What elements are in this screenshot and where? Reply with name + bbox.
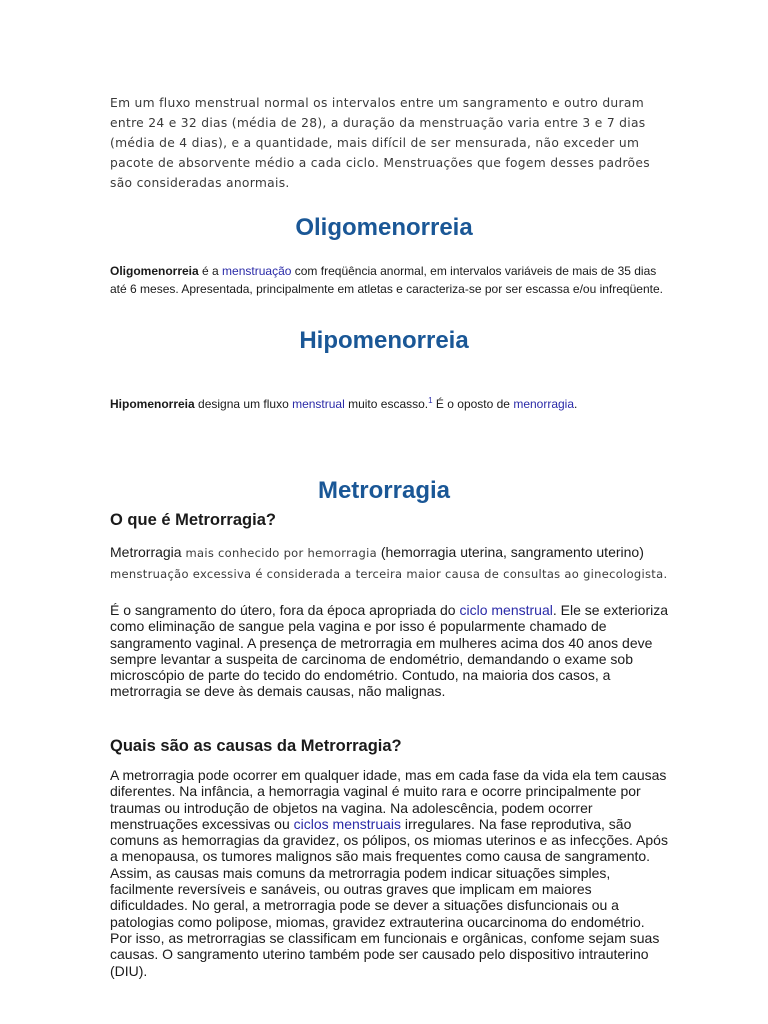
link-ciclo-menstrual[interactable]: ciclo menstrual bbox=[459, 602, 553, 618]
term-oligomenorreia: Oligomenorreia bbox=[110, 264, 199, 278]
metrorragia-description bbox=[110, 602, 670, 700]
heading-metrorragia: Metrorragia bbox=[317, 477, 451, 504]
link-menorragia[interactable]: menorragia bbox=[513, 397, 575, 411]
text: (hemorragia uterina, sangramento uterino) bbox=[376, 544, 644, 560]
intro-paragraph: Em um fluxo menstrual normal os intervalos entre um sangramento e outro duram entre 24 e 32 dias (média de 28), a duração da menstruação varia entre 3 e 7 dias (média de 4 dias), e a quantidade, mais difícil de ser mensurada, não exceder um pacote de absorvente médio a cada ciclo. Menstruações que fogem desses padrões são consideradas anormais. bbox=[110, 96, 650, 190]
text: mais conhecido por hemorragia bbox=[185, 546, 377, 560]
text: É o oposto de bbox=[432, 397, 514, 411]
text: com freqüência anormal, em intervalos variáveis de mais de 35 dias até 6 meses. Apresentada, principalmente em atletas e caracteriza-se por ser escassa e/ou infreqüente. bbox=[110, 264, 663, 296]
text: designa um fluxo bbox=[194, 397, 293, 411]
heading-oligomenorreia: Oligomenorreia bbox=[295, 214, 473, 241]
text: A metrorragia pode ocorrer em qualquer idade, mas em cada fase da vida ela tem causas diferentes. Na infância, a hemorragia vaginal é muito rara e ocorre principalmente por traumas ou introdução de objetos na vagina. Na adolescência, podem ocorrer menstruações excessivas ou bbox=[110, 767, 667, 832]
text: é a bbox=[198, 264, 223, 278]
metrorragia-definition bbox=[110, 542, 670, 584]
heading-causes: Quais são as causas da Metrorragia? bbox=[110, 737, 402, 755]
link-menstruacao[interactable]: menstruação bbox=[222, 264, 292, 278]
term-hipomenorreia: Hipomenorreia bbox=[110, 397, 195, 411]
hipomenorreia-paragraph bbox=[110, 392, 670, 413]
link-ciclos-menstruais[interactable]: ciclos menstruais bbox=[293, 815, 402, 832]
text: irregulares. Na fase reprodutiva, são comuns as hemorragias da gravidez, os pólipos, os miomas uterinos e as infecções. Após a menopausa, os tumores malignos são mais frequentes como causa de sangramento. Assim, as causas mais comuns da metrorragia podem indicar situações simples, facilmente reversíveis e sanáveis, ou outras graves que implicam em maiores dificuldades. No geral, a metrorragia pode se dever a situações disfuncionais ou a patologias como polipose, miomas, gravidez extrauterina oucarcinoma do endométrio. Por isso, as metrorragias se classificam em funcionais e orgânicas, confome sejam suas causas. O sangramento uterino também pode ser causado pelo dispositivo intrauterino (DIU). bbox=[110, 815, 668, 979]
footnote-ref[interactable]: 1 bbox=[428, 396, 433, 405]
heading-hipomenorreia: Hipomenorreia bbox=[299, 327, 469, 354]
oligomenorreia-paragraph bbox=[110, 262, 670, 298]
text: . Ele se exterioriza como eliminação de sangue pela vagina e por isso é popularmente chamado de sangramento vaginal. A presença de metrorragia em mulheres acima dos 40 anos deve sempre levantar a suspeita de carcinoma de endométrio, demandando o exame sob microscópio de parte do tecido do endométrio. Contudo, na maioria dos casos, a metrorragia se deve às demais causas, não malignas. bbox=[110, 602, 669, 700]
text: Metrorragia bbox=[110, 544, 186, 560]
text: muito escasso. bbox=[344, 397, 429, 411]
link-menstrual[interactable]: menstrual bbox=[292, 397, 345, 411]
text: . bbox=[574, 397, 578, 411]
text: menstruação excessiva é considerada a terceira maior causa de consultas ao ginecologista. bbox=[110, 567, 668, 581]
text: É o sangramento do útero, fora da época apropriada do bbox=[110, 602, 460, 618]
question-what-is-metrorragia: O que é Metrorragia? bbox=[110, 511, 276, 529]
causes-paragraph bbox=[110, 767, 670, 979]
